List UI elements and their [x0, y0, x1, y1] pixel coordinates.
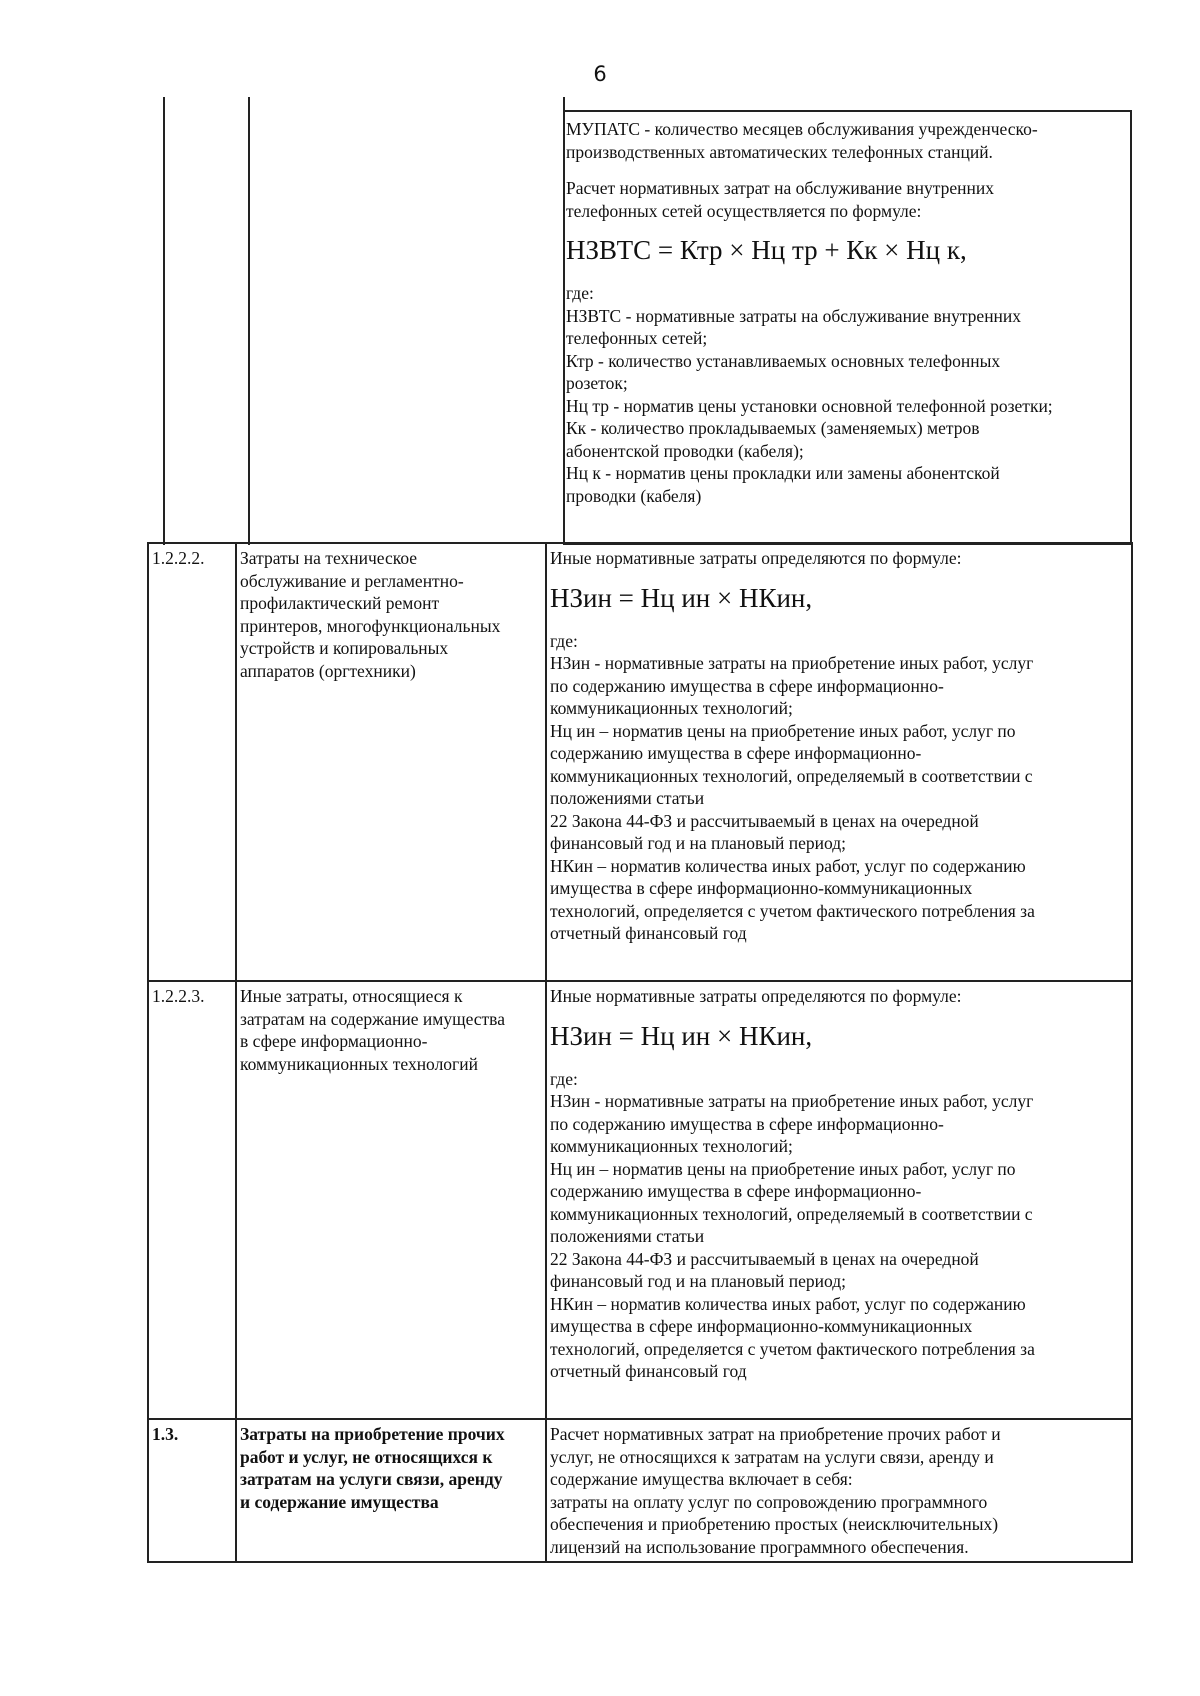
text-line: коммуникационных технологий; — [550, 1136, 793, 1156]
text-line: абонентской проводки (кабеля); — [566, 440, 804, 461]
text-line: Нц тр - норматив цены установки основной телефонной розетки; — [566, 395, 1053, 416]
text-line: по содержанию имущества в сфере информационно- — [550, 675, 944, 696]
text-line: коммуникационных технологий, определяемый в соответствии с — [550, 1203, 1033, 1224]
text-line: Кк - количество прокладываемых (заменяемых) метров — [566, 418, 980, 438]
formula-nzin: НЗин = Нц ин × НКин, — [550, 582, 813, 613]
text-line: финансовый год и на плановый период; — [550, 1271, 846, 1291]
title-line: затратам на содержание имущества — [240, 1008, 505, 1029]
formula-intro: Иные нормативные затраты определяются по формуле: — [550, 548, 962, 568]
row-description — [546, 981, 1132, 1419]
text-line: положениями статьи — [550, 788, 705, 808]
text-line: Нц к - норматив цены прокладки или замены абонентской — [566, 463, 1000, 483]
text-line: НКин – норматив количества иных работ, услуг по содержанию — [550, 1293, 1026, 1314]
text-line: обеспечения и приобретению простых (неисключительных) — [550, 1514, 999, 1534]
text-line: Нц ин – норматив цены на приобретение иных работ, услуг по — [550, 720, 1016, 741]
text-line: содержание имущества включает в себя: — [550, 1469, 853, 1489]
text-line: где: — [550, 630, 578, 651]
text-line: розеток; — [566, 373, 628, 393]
continuation-description-cell — [563, 110, 1132, 545]
title-line: затратам на услуги связи, аренду — [240, 1469, 503, 1489]
text-line: НЗин - нормативные затраты на приобретение иных работ, услуг — [550, 653, 1034, 673]
title-line: аппаратов (оргтехники) — [240, 660, 416, 681]
text-line: лицензий на использование программного обеспечения. — [550, 1536, 969, 1557]
formula-nzin: НЗин = Нц ин × НКин, — [550, 1020, 813, 1051]
text-line: НЗин - нормативные затраты на приобретение иных работ, услуг — [550, 1091, 1034, 1111]
text-line: коммуникационных технологий, определяемый в соответствии с — [550, 765, 1033, 786]
formula-intro: Иные нормативные затраты определяются по формуле: — [550, 986, 962, 1006]
text-line: телефонных сетей; — [566, 328, 708, 348]
text-line: содержанию имущества в сфере информационно- — [550, 1181, 922, 1201]
text-line: содержанию имущества в сфере информационно- — [550, 743, 922, 763]
title-line: обслуживание и регламентно- — [240, 570, 464, 591]
text-line: положениями статьи — [550, 1226, 705, 1246]
title-line: Затраты на техническое — [240, 548, 418, 568]
text-line: Расчет нормативных затрат на приобретение прочих работ и — [550, 1424, 1001, 1444]
row-number: 1.2.2.2. — [148, 543, 236, 981]
title-line: профилактический ремонт — [240, 593, 440, 613]
text-line: МУПАТС - количество месяцев обслуживания учрежденческо- — [566, 119, 1038, 139]
continuation-number-cell — [163, 97, 250, 545]
text-line: имущества в сфере информационно-коммуникационных — [550, 878, 973, 898]
text-line: технологий, определяется с учетом фактического потребления за — [550, 900, 1035, 921]
continuation-title-cell — [249, 97, 565, 545]
row-title — [236, 543, 546, 981]
text-line: где: — [550, 1068, 578, 1089]
row-title — [236, 1419, 546, 1562]
continuation-text-a — [566, 118, 1126, 163]
text-line: услуг, не относящихся к затратам на услуги связи, аренду и — [550, 1446, 994, 1467]
title-line: коммуникационных технологий — [240, 1053, 478, 1074]
title-line: в сфере информационно- — [240, 1031, 428, 1051]
row-number: 1.2.2.3. — [148, 981, 236, 1419]
text-line: 22 Закона 44-ФЗ и рассчитываемый в ценах на очередной — [550, 1248, 979, 1269]
row-title — [236, 981, 546, 1419]
table-row — [148, 543, 1132, 981]
text-line: по содержанию имущества в сфере информационно- — [550, 1113, 944, 1134]
formula-nzvts: НЗВТС = Ктр × Нц тр + Кк × Нц к, — [566, 235, 967, 265]
text-line: финансовый год и на плановый период; — [550, 833, 846, 853]
text-line: 22 Закона 44-ФЗ и рассчитываемый в ценах на очередной — [550, 810, 979, 831]
text-line: НКин – норматив количества иных работ, услуг по содержанию — [550, 855, 1026, 876]
text-line: НЗВТС - нормативные затраты на обслуживание внутренних — [566, 305, 1022, 326]
text-line: затраты на оплату услуг по сопровождению программного — [550, 1491, 988, 1512]
text-line: коммуникационных технологий; — [550, 698, 793, 718]
table-row — [148, 981, 1132, 1419]
title-line: и содержание имущества — [240, 1491, 439, 1512]
row-number: 1.3. — [148, 1419, 236, 1562]
title-line: Затраты на приобретение прочих — [240, 1424, 505, 1444]
title-line: Иные затраты, относящиеся к — [240, 986, 463, 1006]
continuation-text-b — [566, 177, 1126, 222]
title-line: принтеров, многофункциональных — [240, 615, 501, 636]
text-line: проводки (кабеля) — [566, 485, 702, 506]
text-line: телефонных сетей осуществляется по формуле: — [566, 200, 922, 221]
text-line: отчетный финансовый год — [550, 1361, 747, 1381]
text-line: технологий, определяется с учетом фактического потребления за — [550, 1338, 1035, 1359]
continuation-definitions — [566, 282, 1126, 507]
costs-table — [147, 542, 1133, 1563]
row-description — [546, 1419, 1132, 1562]
text-line: отчетный финансовый год — [550, 923, 747, 943]
text-line: Нц ин – норматив цены на приобретение иных работ, услуг по — [550, 1158, 1016, 1179]
page-number: 6 — [593, 62, 607, 86]
text-line: имущества в сфере информационно-коммуникационных — [550, 1316, 973, 1336]
text-line: где: — [566, 283, 594, 303]
table-row — [148, 1419, 1132, 1562]
row-description — [546, 543, 1132, 981]
title-line: устройств и копировальных — [240, 638, 449, 658]
text-line: Ктр - количество устанавливаемых основных телефонных — [566, 350, 1001, 371]
title-line: работ и услуг, не относящихся к — [240, 1446, 493, 1467]
text-line: производственных автоматических телефонных станций. — [566, 141, 993, 162]
text-line: Расчет нормативных затрат на обслуживание внутренних — [566, 178, 994, 198]
